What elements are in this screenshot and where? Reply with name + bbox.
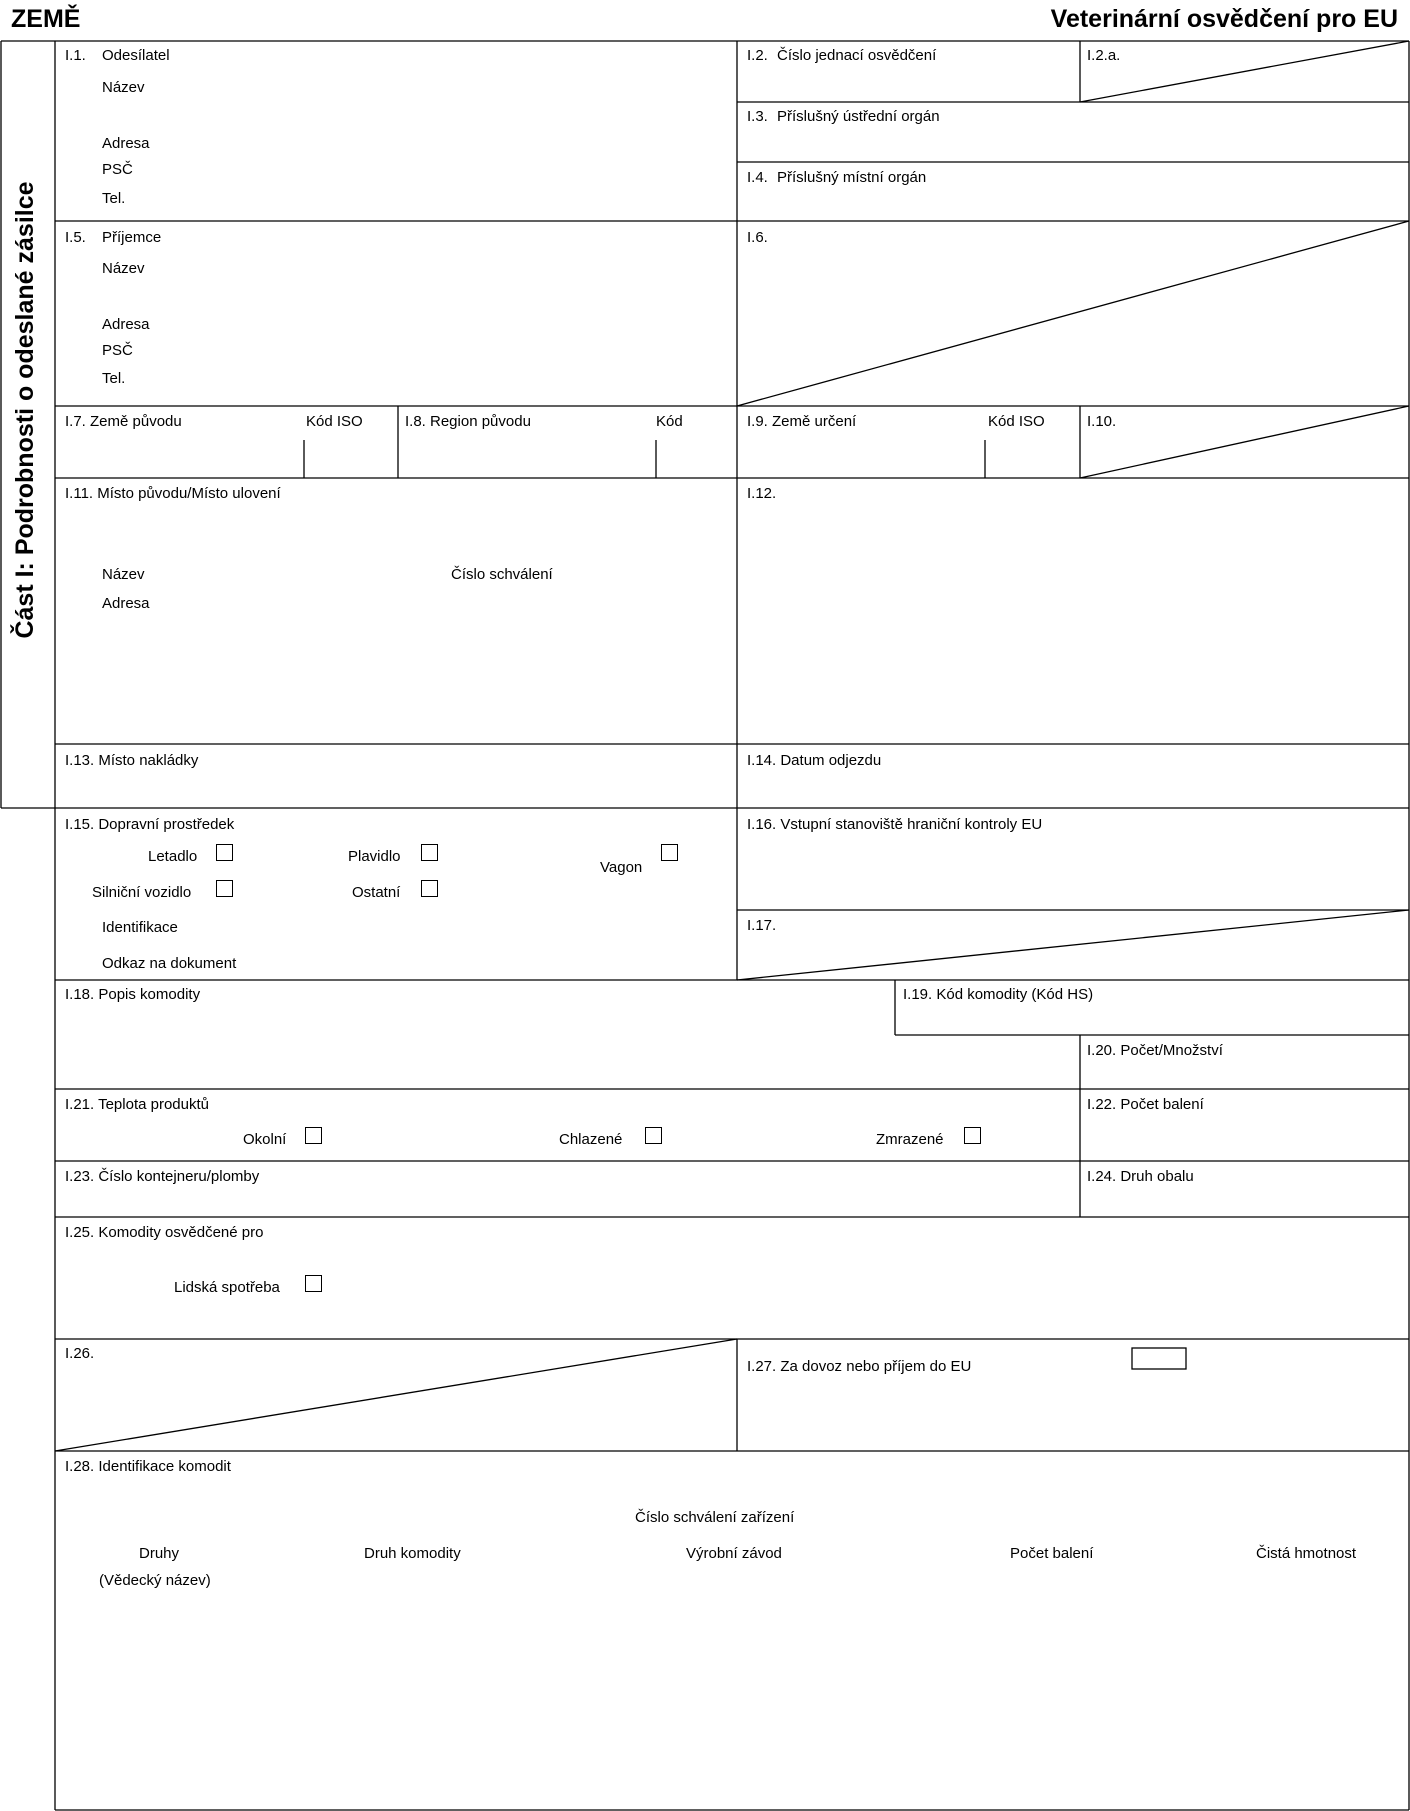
box-4-title: Příslušný místní orgán <box>777 169 927 186</box>
approval-number-header: Číslo schválení zařízení <box>635 1509 795 1526</box>
consignee-postcode-label: PSČ <box>102 342 133 359</box>
box-27-label: I.27. Za dovoz nebo příjem do EU <box>747 1358 972 1375</box>
box-17-number: I.17. <box>747 917 777 934</box>
consignor-address-label: Adresa <box>102 135 150 152</box>
box-25-label: I.25. Komodity osvědčené pro <box>65 1224 264 1241</box>
box-10-number: I.10. <box>1087 413 1117 430</box>
vessel-label: Plavidlo <box>348 848 401 865</box>
import-entry-box[interactable] <box>1132 1348 1186 1369</box>
box-9-label: I.9. Země určení <box>747 413 857 430</box>
box-1-number: I.1. <box>65 47 86 64</box>
consignee-address-label: Adresa <box>102 316 150 333</box>
box-12-number: I.12. <box>747 485 777 502</box>
box-2-title: Číslo jednací osvědčení <box>777 47 937 64</box>
box-16-label: I.16. Vstupní stanoviště hraniční kontroly EU <box>747 816 1043 833</box>
box-9-code: Kód ISO <box>988 413 1045 430</box>
wagon-checkbox[interactable] <box>661 844 678 861</box>
box-2a-number: I.2.a. <box>1087 47 1121 64</box>
section-label: Část I: Podrobnosti o odeslané zásilce <box>11 181 39 639</box>
other-transport-checkbox[interactable] <box>421 880 438 897</box>
chilled-checkbox[interactable] <box>645 1127 662 1144</box>
human-consumption-label: Lidská spotřeba <box>174 1279 280 1296</box>
box-4-number: I.4. <box>747 169 768 186</box>
frozen-label: Zmrazené <box>876 1131 944 1148</box>
road-vehicle-label: Silniční vozidlo <box>92 884 192 901</box>
box-5-title: Příjemce <box>102 229 162 246</box>
ambient-checkbox[interactable] <box>305 1127 322 1144</box>
box-24-label: I.24. Druh obalu <box>1087 1168 1194 1185</box>
ambient-label: Okolní <box>243 1131 287 1148</box>
frozen-checkbox[interactable] <box>964 1127 981 1144</box>
box-6-number: I.6. <box>747 229 768 246</box>
box-8-label: I.8. Region původu <box>405 413 531 430</box>
box-8-code: Kód <box>656 413 683 430</box>
column-commodity-type: Druh komodity <box>364 1545 461 1562</box>
box-2-number: I.2. <box>747 47 768 64</box>
box-13-label: I.13. Místo nakládky <box>65 752 199 769</box>
box-26-number: I.26. <box>65 1345 95 1362</box>
aircraft-label: Letadlo <box>148 848 198 865</box>
box-3-number: I.3. <box>747 108 768 125</box>
human-consumption-checkbox[interactable] <box>305 1275 322 1292</box>
box-23-label: I.23. Číslo kontejneru/plomby <box>65 1168 260 1185</box>
column-species: Druhy <box>139 1545 180 1562</box>
box-3-title: Příslušný ústřední orgán <box>777 108 940 125</box>
consignee-tel-label: Tel. <box>102 370 126 387</box>
consignee-name-label: Název <box>102 260 145 277</box>
chilled-label: Chlazené <box>559 1131 623 1148</box>
box-15-label: I.15. Dopravní prostředek <box>65 816 235 833</box>
box-11-label: I.11. Místo původu/Místo ulovení <box>65 485 281 502</box>
origin-name-label: Název <box>102 566 145 583</box>
wagon-label: Vagon <box>600 859 643 876</box>
vessel-checkbox[interactable] <box>421 844 438 861</box>
box-7-code: Kód ISO <box>306 413 363 430</box>
road-vehicle-checkbox[interactable] <box>216 880 233 897</box>
box-7-label: I.7. Země původu <box>65 413 182 430</box>
other-transport-label: Ostatní <box>352 884 401 901</box>
box-22-label: I.22. Počet balení <box>1087 1096 1204 1113</box>
box-19-label: I.19. Kód komodity (Kód HS) <box>903 986 1094 1003</box>
box-14-label: I.14. Datum odjezdu <box>747 752 882 769</box>
consignor-tel-label: Tel. <box>102 190 126 207</box>
aircraft-checkbox[interactable] <box>216 844 233 861</box>
box-5-number: I.5. <box>65 229 86 246</box>
column-net-weight: Čistá hmotnost <box>1256 1545 1357 1562</box>
box-1-title: Odesílatel <box>102 47 170 64</box>
country-header: ZEMĚ <box>11 5 81 33</box>
consignor-name-label: Název <box>102 79 145 96</box>
identification-label: Identifikace <box>102 919 178 936</box>
document-reference-label: Odkaz na dokument <box>102 955 237 972</box>
consignor-postcode-label: PSČ <box>102 161 133 178</box>
box-21-label: I.21. Teplota produktů <box>65 1096 209 1113</box>
box-28-label: I.28. Identifikace komodit <box>65 1458 231 1475</box>
box-20-label: I.20. Počet/Množství <box>1087 1042 1223 1059</box>
box-18-label: I.18. Popis komodity <box>65 986 201 1003</box>
origin-address-label: Adresa <box>102 595 150 612</box>
certificate-title: Veterinární osvědčení pro EU <box>1050 5 1398 33</box>
scientific-name-label: (Vědecký název) <box>99 1572 211 1589</box>
column-number-of-packages: Počet balení <box>1010 1545 1094 1562</box>
origin-approval-label: Číslo schválení <box>451 566 553 583</box>
column-manufacturing-plant: Výrobní závod <box>686 1545 782 1562</box>
